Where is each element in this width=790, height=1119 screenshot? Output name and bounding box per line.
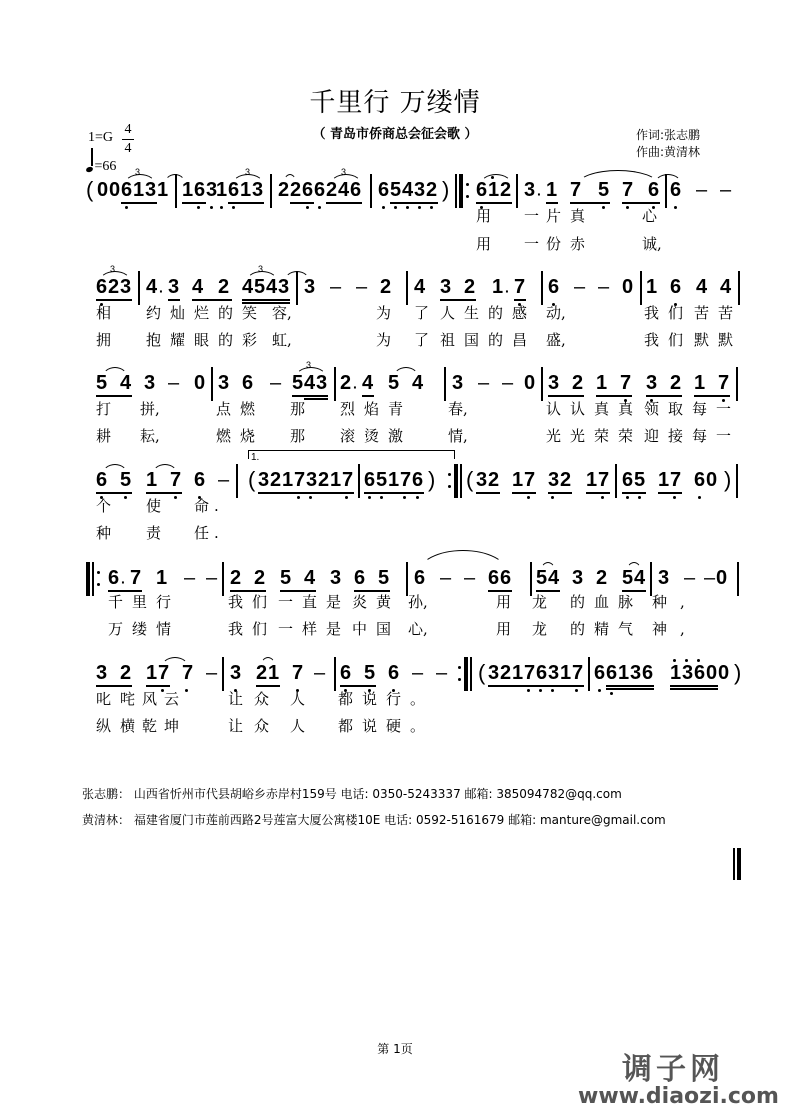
watermark-name: 调子网 xyxy=(622,1052,724,1087)
time-signature: 4 4 xyxy=(122,121,134,158)
page-number: 第 1页 xyxy=(377,1042,413,1056)
tempo-marking: =66 xyxy=(86,152,116,175)
song-subtitle: （ 青岛市侨商总会征会歌 ） xyxy=(312,127,478,142)
key-signature: 1=G xyxy=(88,130,114,145)
volta-bracket xyxy=(248,450,455,459)
contact-composer: 黄清林： 福建省厦门市莲前西路2号莲富大厦公寓楼10E 电话: 0592-5161679 邮箱: manture@gmail.com xyxy=(82,813,666,827)
credits xyxy=(636,127,700,161)
final-barline-thick xyxy=(737,848,741,880)
quarter-note-icon xyxy=(85,166,93,173)
lyricist: 作词:张志鹏 xyxy=(636,128,701,142)
song-title: 千里行 万缕情 xyxy=(309,88,481,118)
composer: 作曲:黄清林 xyxy=(636,145,701,159)
contact-lyricist: 张志鹏： 山西省忻州市代县胡峪乡赤岸村159号 电话: 0350-5243337 邮箱: 385094782@qq.com xyxy=(82,787,622,801)
final-barline xyxy=(733,848,735,880)
watermark-url: www.diaozi.com xyxy=(578,1084,779,1109)
